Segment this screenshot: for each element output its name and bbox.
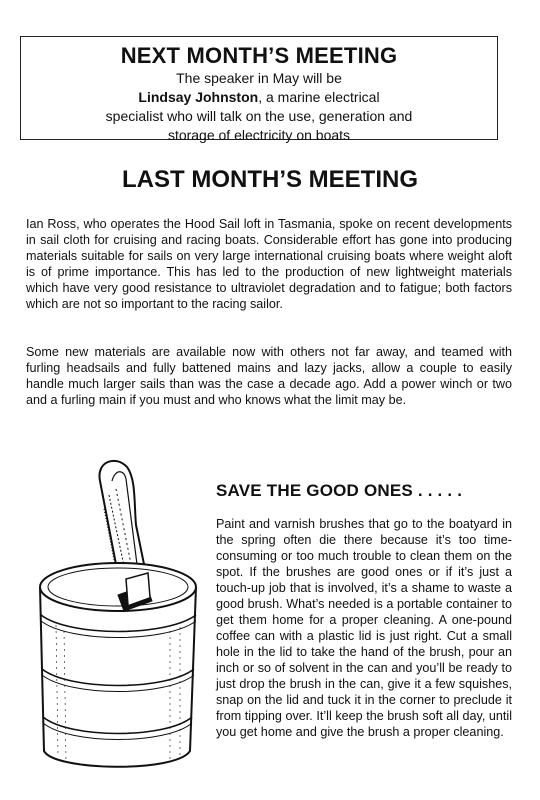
last-meeting-paragraph-1: Ian Ross, who operates the Hood Sail loft in Tasmania, spoke on recent developments in sail cloth for cruising and racing boats. Considerable effort has gone into producing materials suitable for sails on very large international cruising boats where weight aloft is of prime importance. This has led to the production of new lightweight materials which have very good resistance to ultraviolet degradation and to fatigue; both factors which are not so important to the racing sailor. — [26, 217, 512, 311]
last-meeting-title: LAST MONTH’S MEETING — [122, 166, 418, 193]
speaker-description: , a marine electrical — [258, 89, 380, 105]
save-good-ones-body: Paint and varnish brushes that go to the boatyard in the spring often die there because it’s too time-consuming or too much trouble to clean them on the spot. If the brushes are good ones or if it’s just a touch-up job that is involved, it’s a shame to waste a good brush. What’s needed is a portable container to get them home for a proper cleaning. A one-pound coffee can with a plastic lid is just right. Cut a small hole in the lid to take the hand of the brush, pour an inch or so of solvent in the can and you’ll be ready to just drop the brush in the can, give it a few squishes, snap on the lid and tuck it in the corner to preclude it from tipping over. It’ll keep the brush soft all day, until you get home and give the brush a proper cleaning. — [216, 517, 512, 739]
speaker-name: Lindsay Johnston — [138, 89, 259, 105]
next-meeting-title: NEXT MONTH’S MEETING — [120, 43, 398, 68]
next-meeting-box — [20, 36, 498, 143]
next-meeting-line-2 — [21, 88, 497, 107]
next-meeting-line-3: specialist who will talk on the use, generation and — [105, 108, 413, 124]
next-meeting-line-4: storage of electricity on boats — [167, 127, 351, 143]
last-meeting-paragraph-2: Some new materials are available now with others not far away, and teamed with furling headsails and fully battened mains and lazy jacks, allow a couple to easily handle much larger sails than was the case a decade ago. Add a power winch or two and a furling main if you must and who knows what the limit may be. — [26, 345, 512, 407]
save-good-ones-title: SAVE THE GOOD ONES . . . . . — [216, 481, 463, 500]
next-meeting-line-1: The speaker in May will be — [176, 70, 342, 86]
brush-in-coffee-can-illustration — [30, 455, 206, 775]
coffee-can-icon — [40, 563, 196, 767]
